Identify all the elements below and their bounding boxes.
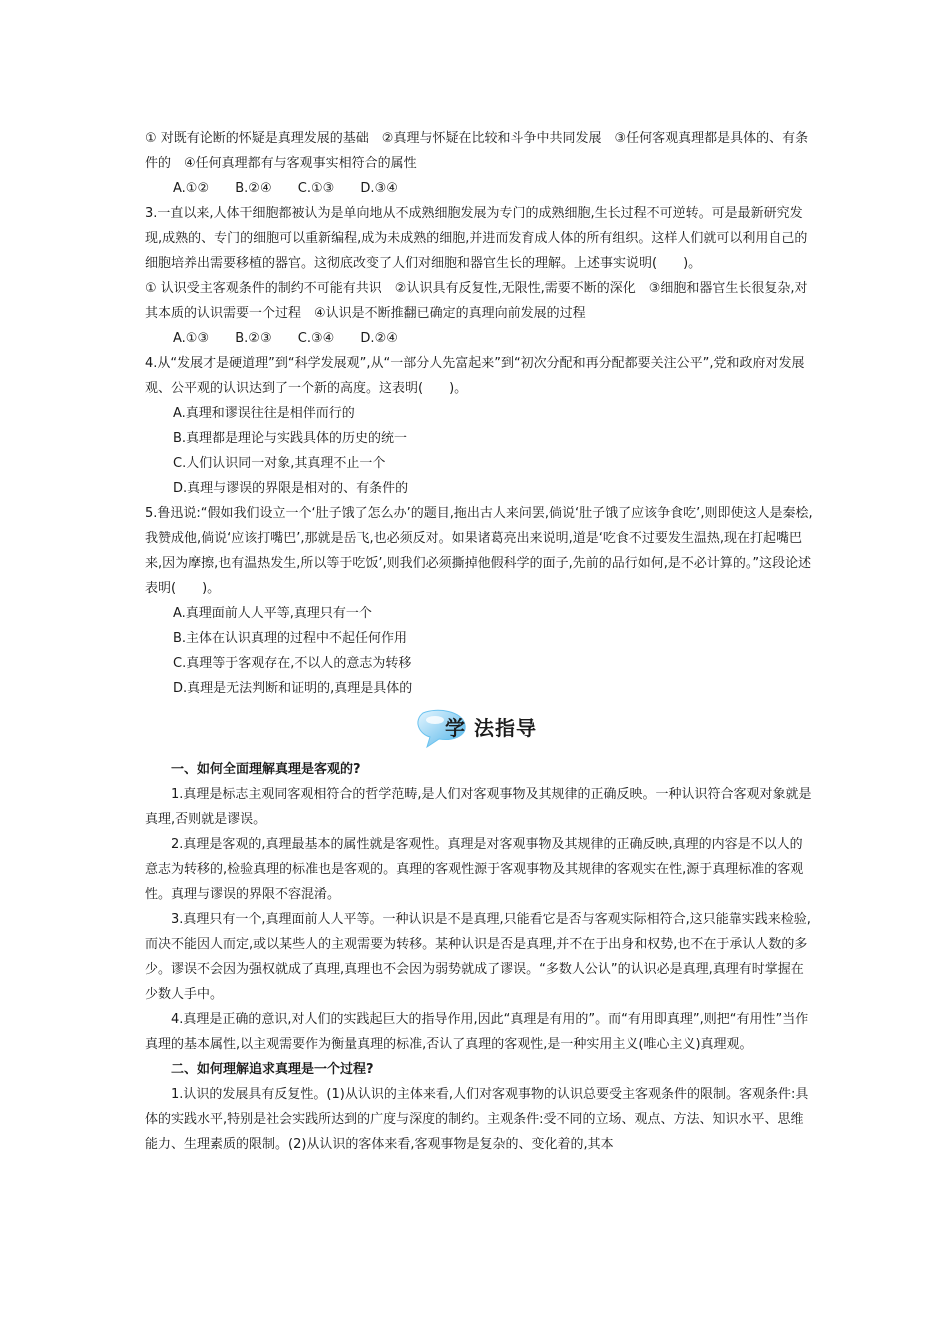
q3-stem: 3.一直以来,人体干细胞都被认为是单向地从不成熟细胞发展为专门的成熟细胞,生长过程不可逆转。可是最新研究发现,成熟的、专门的细胞可以重新编程,成为未成熟的细胞,并进而发育成人体的所有组织。这样人们就可以利用自己的细胞培养出需要移植的器官。这彻底改变了人们对细胞和器官生长的理解。上述事实说明( )。 <box>145 206 808 271</box>
section1-paragraph-1: 1.真理是标志主观同客观相符合的哲学范畴,是人们对客观事物及其规律的正确反映。一种认识符合客观对象就是真理,否则就是谬误。 <box>145 787 812 827</box>
q5-option-d: D.真理是无法判断和证明的,真理是具体的 <box>173 681 413 696</box>
q4-option-b: B.真理都是理论与实践具体的历史的统一 <box>173 431 408 446</box>
q2-choice-d: D.③④ <box>360 181 398 196</box>
q2-choice-b: B.②④ <box>235 181 272 196</box>
q2-choice-a: A.①② <box>173 181 210 196</box>
q2-statements: ① 对既有论断的怀疑是真理发展的基础 ②真理与怀疑在比较和斗争中共同发展 ③任何客观真理都是具体的、有条件的 ④任何真理都有与客观事实相符合的属性 <box>145 131 809 171</box>
q3-choice-c: C.③④ <box>297 331 335 346</box>
q5-option-c: C.真理等于客观存在,不以人的意志为转移 <box>173 656 412 671</box>
section2-title: 二、如何理解追求真理是一个过程? <box>171 1062 374 1077</box>
document-content <box>145 126 815 1157</box>
q3-statements: ① 认识受主客观条件的制约不可能有共识 ②认识具有反复性,无限性,需要不断的深化 ③细胞和器官生长很复杂,对其本质的认识需要一个过程 ④认识是不断推翻已确定的真理向前发展的过程 <box>145 281 808 321</box>
q4-option-a: A.真理和谬误往往是相伴而行的 <box>173 406 355 421</box>
q5-option-b: B.主体在认识真理的过程中不起任何作用 <box>173 631 408 646</box>
section1-paragraph-2: 2.真理是客观的,真理最基本的属性就是客观性。真理是对客观事物及其规律的正确反映,真理的内容是不以人的意志为转移的,检验真理的标准也是客观的。真理的客观性源于客观事物及其规律的客观实在性,源于真理标准的客观性。真理与谬误的界限不容混淆。 <box>145 837 804 902</box>
q4-option-d: D.真理与谬误的界限是相对的、有条件的 <box>173 481 409 496</box>
q5-stem: 5.鲁迅说:“假如我们设立一个‘肚子饿了怎么办’的题目,拖出古人来问罢,倘说‘肚子饿了应该争食吃’,则即使这人是秦桧,我赞成他,倘说‘应该打嘴巴’,那就是岳飞,也必须反对。如果诸葛亮出来说明,道是‘吃食不过要发生温热,现在打起嘴巴来,因为摩擦,也有温热发生,所以等于吃饭’,则我们必须撕掉他假科学的面子,先前的品行如何,是不必计算的。”这段论述表明( )。 <box>145 506 813 596</box>
q3-choices <box>145 326 815 351</box>
q3-choice-d: D.②④ <box>360 331 398 346</box>
q2-choices <box>145 176 815 201</box>
study-guide-badge <box>415 709 555 749</box>
study-guide-heading <box>145 705 815 755</box>
q4-stem: 4.从“发展才是硬道理”到“科学发展观”,从“一部分人先富起来”到“初次分配和再分配都要关注公平”,党和政府对发展观、公平观的认识达到了一个新的高度。这表明( )。 <box>145 356 805 396</box>
section2-paragraph-1: 1.认识的发展具有反复性。(1)从认识的主体来看,人们对客观事物的认识总要受主客观条件的限制。客观条件:具体的实践水平,特别是社会实践所达到的广度与深度的制约。主观条件:受不同的立场、观点、方法、知识水平、思维能力、生理素质的限制。(2)从认识的客体来看,客观事物是复杂的、变化着的,其本 <box>145 1087 809 1152</box>
section1-paragraph-3: 3.真理只有一个,真理面前人人平等。一种认识是不是真理,只能看它是否与客观实际相符合,这只能靠实践来检验,而决不能因人而定,或以某些人的主观需要为转移。某种认识是否是真理,并不在于出身和权势,也不在于承认人数的多少。谬误不会因为强权就成了真理,真理也不会因为弱势就成了谬误。“多数人公认”的认识必是真理,真理有时掌握在少数人手中。 <box>145 912 811 1002</box>
q3-choice-a: A.①③ <box>173 331 210 346</box>
q2-choice-c: C.①③ <box>297 181 335 196</box>
q4-option-c: C.人们认识同一对象,其真理不止一个 <box>173 456 386 471</box>
q3-choice-b: B.②③ <box>235 331 272 346</box>
section1-title: 一、如何全面理解真理是客观的? <box>171 762 361 777</box>
q5-option-a: A.真理面前人人平等,真理只有一个 <box>173 606 372 621</box>
study-guide-title: 学 法指导 <box>445 716 537 740</box>
section1-paragraph-4: 4.真理是正确的意识,对人们的实践起巨大的指导作用,因此“真理是有用的”。而“有用即真理”,则把“有用性”当作真理的基本属性,以主观需要作为衡量真理的标准,否认了真理的客观性,是一种实用主义(唯心主义)真理观。 <box>145 1012 809 1052</box>
